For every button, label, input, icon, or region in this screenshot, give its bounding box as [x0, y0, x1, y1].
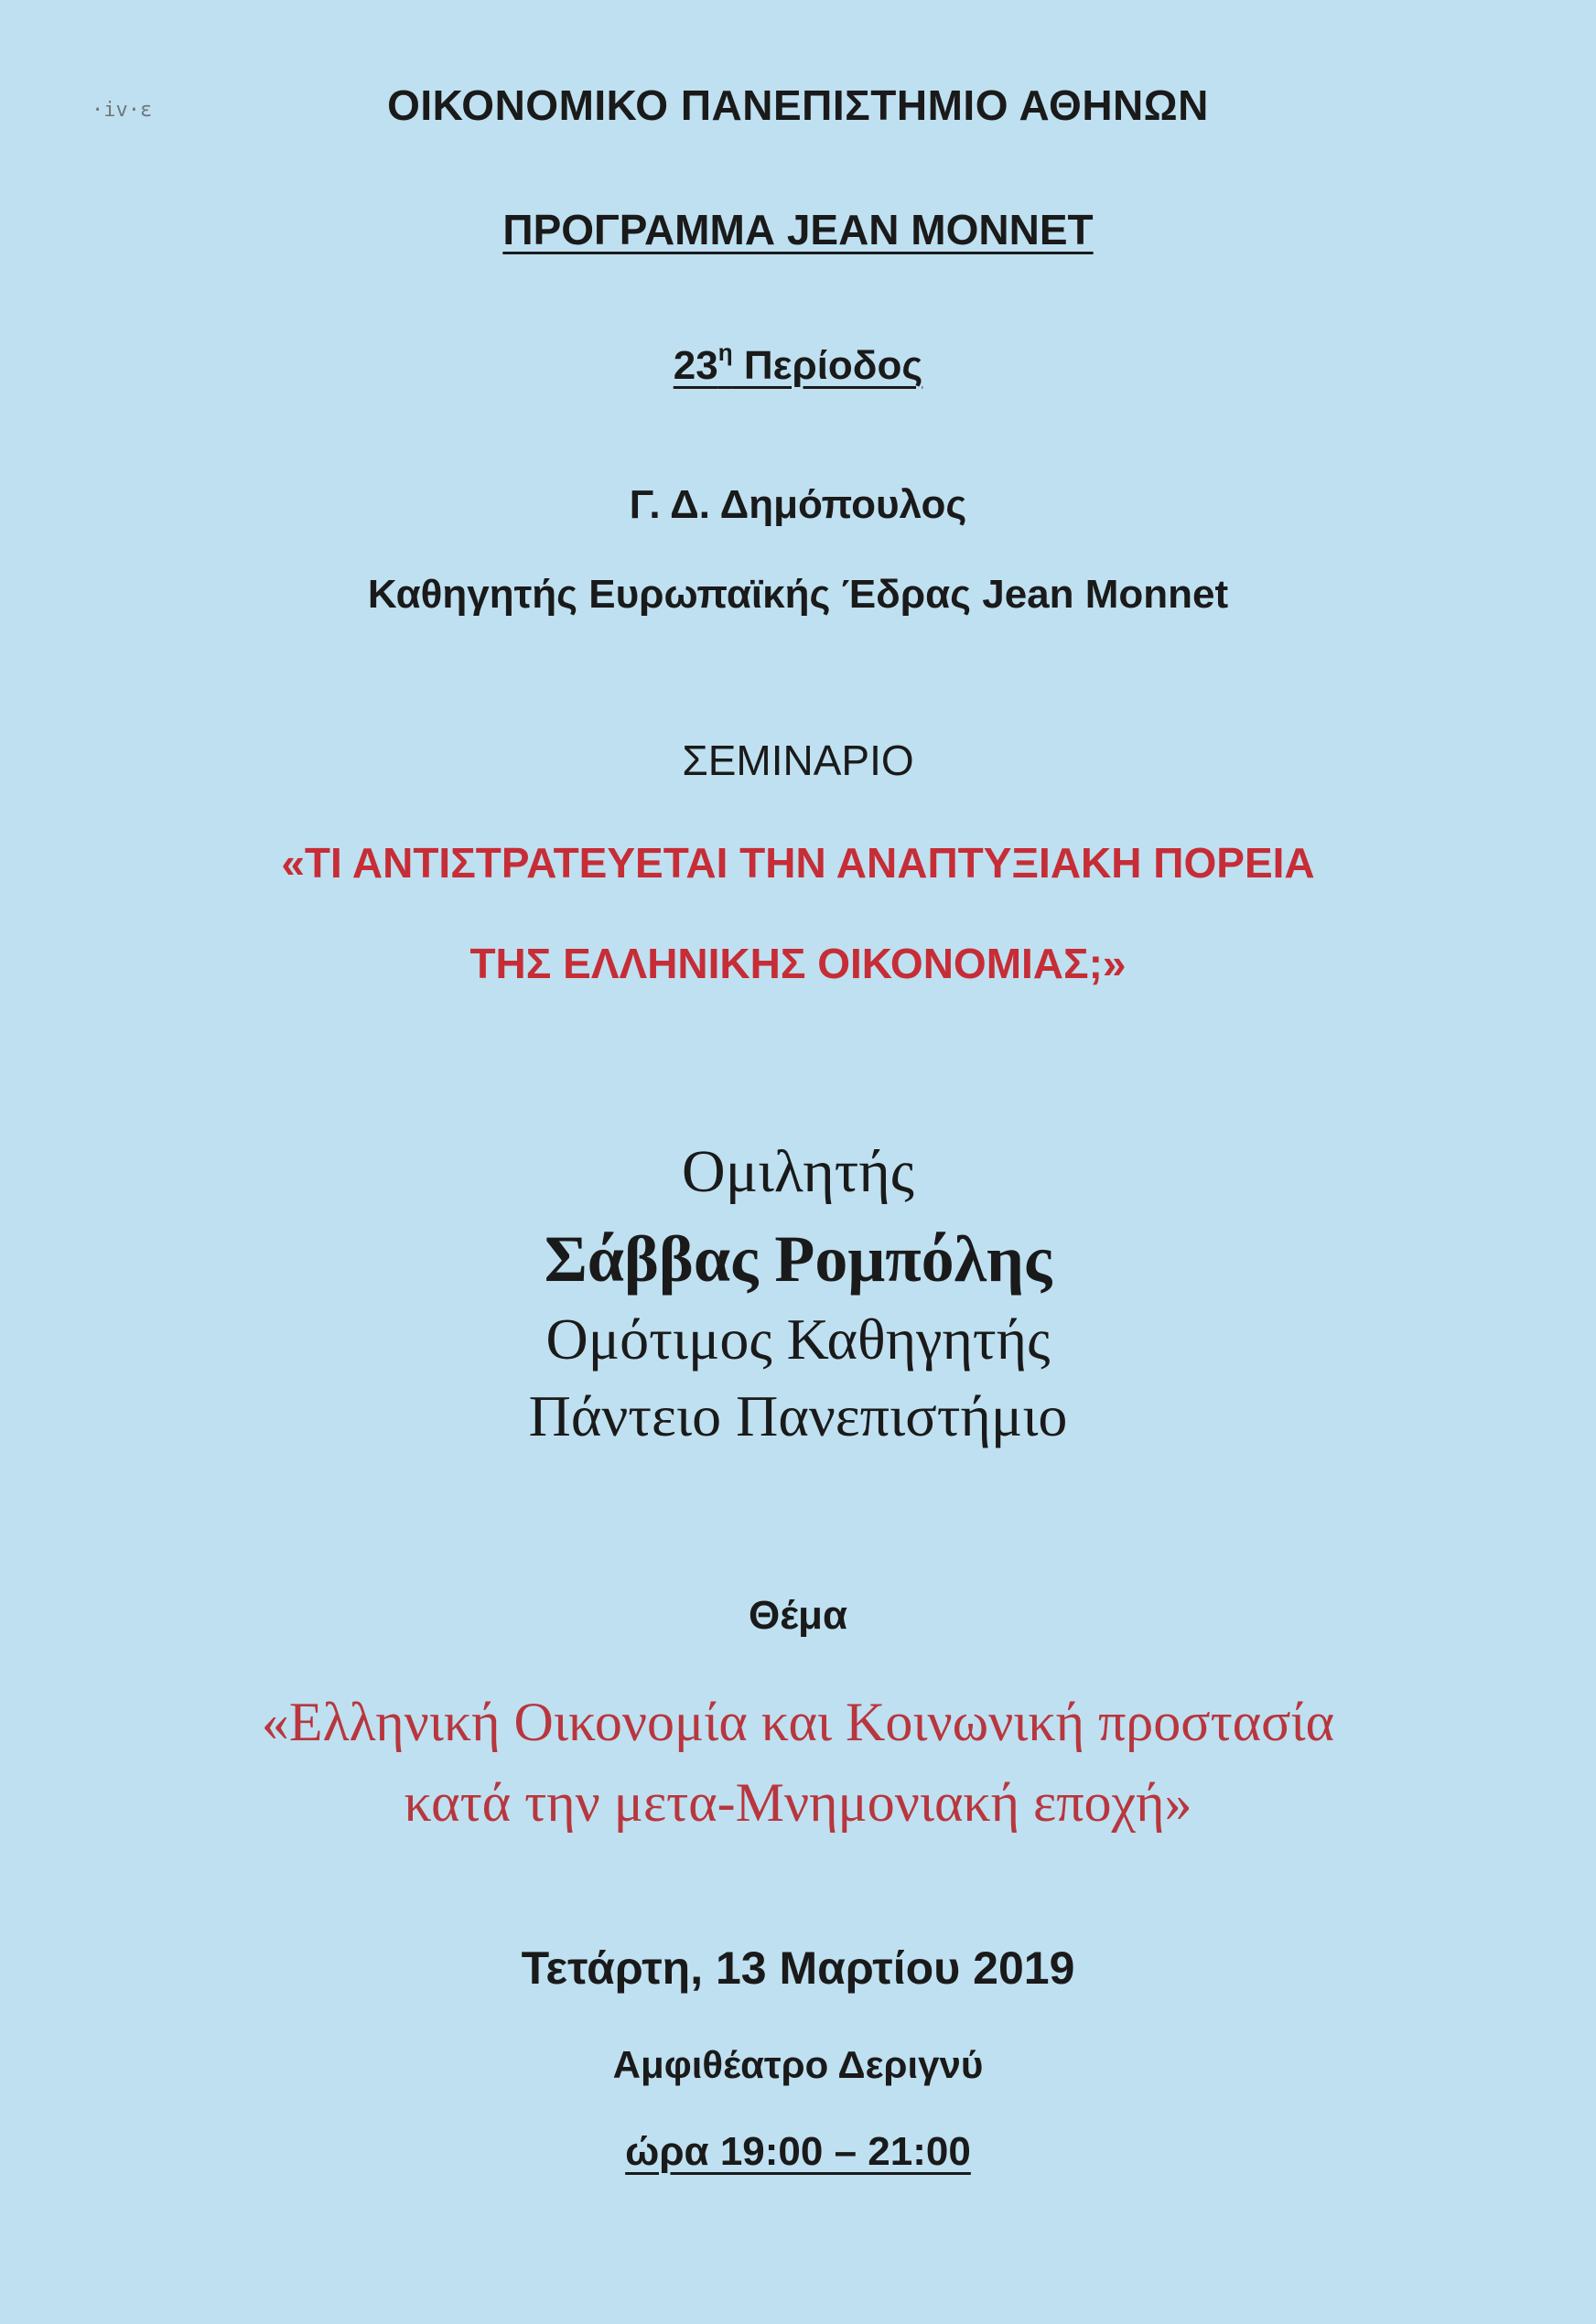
event-date: Τετάρτη, 13 Μαρτίου 2019	[521, 1942, 1075, 1994]
university-title: ΟΙΚΟΝΟΜΙΚΟ ΠΑΝΕΠΙΣΤΗΜΙΟ ΑΘΗΝΩΝ	[387, 81, 1209, 129]
seminar-title-line2: ΤΗΣ ΕΛΛΗΝΙΚΗΣ ΟΙΚΟΝΟΜΙΑΣ;»	[469, 940, 1127, 987]
professor-name: Γ. Δ. Δημόπουλος	[629, 482, 967, 527]
professor-chair: Καθηγητής Ευρωπαϊκής Έδρας Jean Monnet	[367, 572, 1229, 617]
period-heading	[0, 340, 1596, 386]
speaker-label: Ομιλητής	[682, 1138, 914, 1205]
scan-margin-mark: ·iv·ɛ	[92, 99, 153, 122]
period-number: 23	[673, 343, 718, 388]
program-title	[0, 206, 1596, 253]
program-title-text: ΠΡΟΓΡΑΜΜΑ JEAN MONNET	[502, 206, 1094, 253]
event-venue: Αμφιθέατρο Δεριγνύ	[612, 2043, 984, 2086]
topic-line2: κατά την μετα-Μνημονιακή εποχή»	[404, 1772, 1192, 1833]
speaker-role: Ομότιμος Καθηγητής	[545, 1307, 1051, 1372]
seminar-label: ΣΕΜΙΝΑΡΙΟ	[682, 737, 914, 784]
period-superscript: η	[717, 339, 733, 366]
speaker-institution: Πάντειο Πανεπιστήμιο	[528, 1383, 1068, 1448]
speaker-name: Σάββας Ρομπόλης	[544, 1222, 1052, 1296]
seminar-title-line1: «ΤΙ ΑΝΤΙΣΤΡΑΤΕΥΕΤΑΙ ΤΗΝ ΑΝΑΠΤΥΞΙΑΚΗ ΠΟΡΕΙΑ	[281, 839, 1315, 887]
event-time	[0, 2129, 1596, 2174]
topic-line1: «Ελληνική Οικονομία και Κοινωνική προστασία	[261, 1692, 1335, 1752]
topic-label: Θέμα	[748, 1593, 848, 1638]
period-word: Περίοδος	[732, 343, 923, 388]
period-text	[673, 339, 923, 388]
event-time-text: ώρα 19:00 – 21:00	[625, 2129, 971, 2174]
